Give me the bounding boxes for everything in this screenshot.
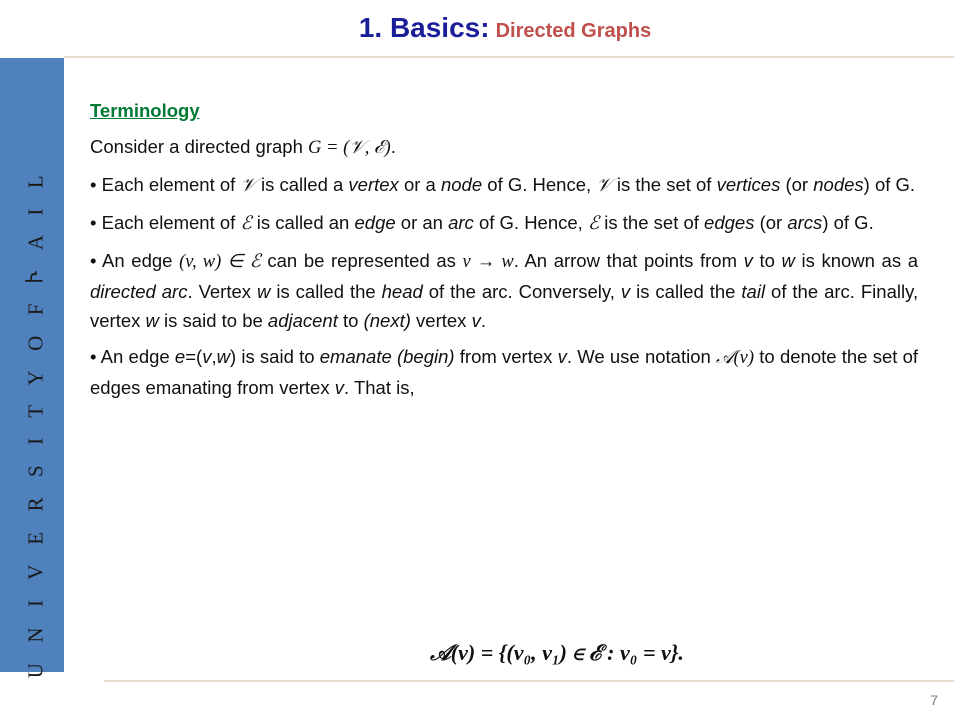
var-w: w	[781, 250, 795, 271]
text-run: . We use notation	[566, 346, 711, 367]
var-w: w	[216, 346, 230, 367]
text-run: • Each element of	[90, 212, 236, 233]
text-run: vertex	[416, 310, 467, 331]
text-run: ) is said to	[229, 346, 315, 367]
text-run: of G. Hence,	[478, 212, 583, 233]
text-run: .	[480, 310, 486, 331]
text-run: ) of G.	[863, 174, 916, 195]
text-run: to	[759, 250, 775, 271]
title-main: 1. Basics:	[358, 12, 490, 43]
text-run: ,	[211, 346, 217, 367]
text-run: . An arrow that points from	[513, 250, 737, 271]
text-run: =(	[185, 346, 203, 367]
math-graph: G = (𝒱, ℰ)	[308, 138, 391, 158]
footer-divider	[104, 680, 954, 682]
text-run: is called the	[276, 281, 376, 302]
math-arrow: v → w	[462, 252, 514, 272]
term-directed-arc: directed arc	[90, 281, 188, 302]
header-divider	[64, 56, 954, 58]
slide-header	[0, 0, 960, 58]
var-v: v	[202, 346, 212, 367]
var-v: v	[557, 346, 567, 367]
text-run: is the set of	[604, 212, 699, 233]
emanating-edges-formula: 𝒜(v) = {(v₀, v₁) ∈ ℰ : v₀ = v}.	[430, 640, 684, 665]
intro-text: Consider a directed graph	[90, 136, 303, 157]
term-head: head	[381, 281, 423, 302]
text-run: is called a	[261, 174, 344, 195]
math-E: ℰ	[240, 214, 252, 234]
var-v: v	[334, 377, 344, 398]
var-v: v	[743, 250, 753, 271]
bullet-emanate	[90, 342, 918, 402]
term-adjacent: adjacent	[267, 310, 338, 331]
bullet-directed-arc	[90, 246, 918, 335]
section-heading: Terminology	[90, 100, 200, 121]
text-run: (or	[759, 212, 783, 233]
term-edge: edge	[354, 212, 396, 233]
math-V: 𝒱	[596, 176, 612, 196]
text-run: can be represented as	[267, 250, 456, 271]
text-run: of the arc. Finally, vertex	[90, 281, 919, 331]
text-run: ) of G.	[822, 212, 874, 233]
text-run: or a	[403, 174, 436, 195]
term-node: node	[440, 174, 483, 195]
math-A: 𝒜(v)	[716, 348, 755, 368]
text-run: is the set of	[616, 174, 712, 195]
text-run: to denote the set of edges emanating from vertex	[90, 346, 919, 398]
text-run: • Each element of	[90, 174, 236, 195]
text-run: to	[343, 310, 359, 331]
text-run: of the arc. Conversely,	[428, 281, 615, 302]
term-arc: arc	[448, 212, 474, 233]
term-vertex: vertex	[348, 174, 399, 195]
term-vertices: vertices	[716, 174, 781, 195]
text-run: . Vertex	[187, 281, 252, 302]
var-w: w	[257, 281, 271, 302]
slide-body	[90, 96, 918, 402]
text-run: • An edge	[90, 346, 170, 367]
intro-end: .	[390, 136, 396, 157]
var-v: v	[471, 310, 481, 331]
text-run: is said to be	[164, 310, 263, 331]
term-arcs: arcs	[787, 212, 823, 233]
bullet-edge	[90, 208, 918, 239]
text-run: from vertex	[459, 346, 553, 367]
text-run: or an	[400, 212, 443, 233]
math-edge: (v, w) ∈ ℰ	[179, 252, 261, 272]
term-next: (next)	[363, 310, 411, 331]
bullet-vertex	[90, 170, 918, 201]
text-run: is called the	[636, 281, 736, 302]
var-w: w	[145, 310, 159, 331]
text-run: of G. Hence,	[487, 174, 592, 195]
term-nodes: nodes	[813, 174, 864, 195]
var-e: e	[174, 346, 186, 367]
title-subtitle: Directed Graphs	[495, 20, 652, 42]
math-V: 𝒱	[240, 176, 256, 196]
math-E: ℰ	[587, 214, 600, 234]
page-number: 7	[930, 692, 938, 708]
term-tail: tail	[741, 281, 766, 302]
text-run: is known as a	[801, 250, 918, 271]
university-name: U N I V E R S I T Y O F Ⴡ A I L	[23, 167, 48, 679]
text-run: (or	[785, 174, 809, 195]
var-v: v	[620, 281, 631, 302]
text-run: • An edge	[90, 250, 173, 271]
university-sidebar	[0, 58, 64, 679]
text-run: is called an	[256, 212, 350, 233]
term-edges: edges	[704, 212, 755, 233]
slide-title	[0, 12, 960, 44]
intro-line	[90, 132, 918, 163]
term-emanate: emanate (begin)	[319, 346, 455, 367]
text-run: . That is,	[344, 377, 415, 398]
